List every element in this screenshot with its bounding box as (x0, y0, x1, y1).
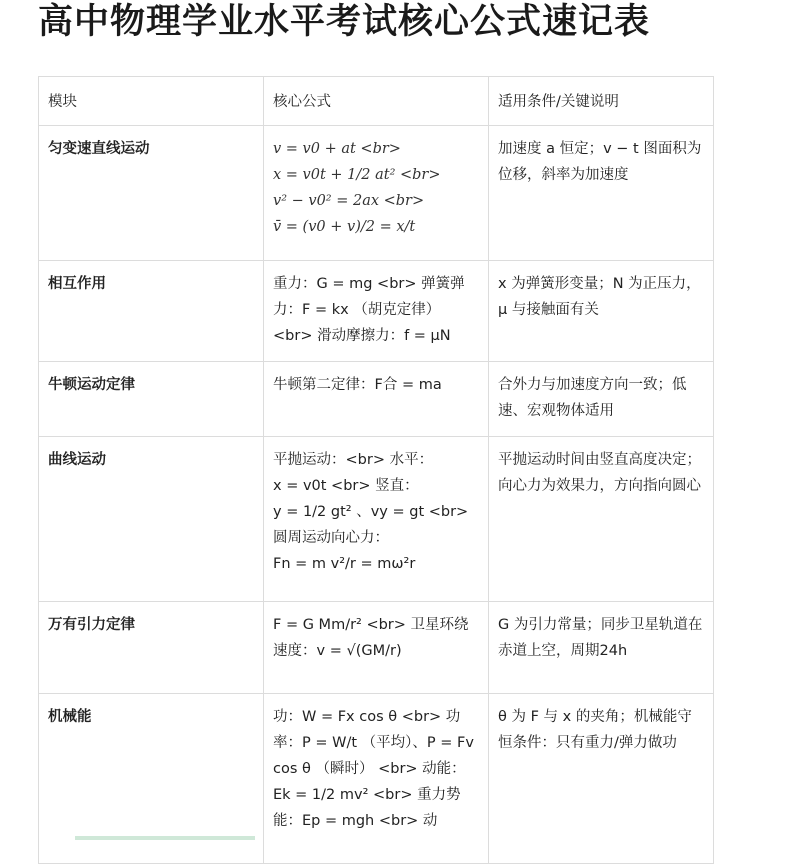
module-cell: 万有引力定律 (39, 602, 264, 694)
formula-line: v = v0 + at <br> (273, 141, 401, 157)
note-cell: 加速度 a 恒定；v − t 图面积为位移，斜率为加速度 (489, 126, 714, 261)
formula-line: Fn = m v²/r = mω²r (273, 556, 416, 572)
header-note: 适用条件/关键说明 (489, 77, 714, 126)
formula-line: x = v0t + 1/2 at² <br> (273, 167, 441, 183)
module-cell: 曲线运动 (39, 437, 264, 602)
formula-cell: 功：W = Fx cos θ <br> 功率：P = W/t （平均）、P = Fv cos θ （瞬时） <br> 动能：Ek = 1/2 mv² <br> 重力势能：Ep = mgh <br> 动 (264, 694, 489, 864)
note-cell: x 为弹簧形变量；N 为正压力，μ 与接触面有关 (489, 261, 714, 362)
formula-cell: F = G Mm/r² <br> 卫星环绕速度：v = √(GM/r) (264, 602, 489, 694)
formula-cell (264, 437, 489, 602)
table-row (39, 126, 714, 261)
note-cell: 合外力与加速度方向一致；低速、宏观物体适用 (489, 362, 714, 437)
table-row (39, 602, 714, 694)
formula-cell (264, 126, 489, 261)
module-cell: 牛顿运动定律 (39, 362, 264, 437)
table-header-row (39, 77, 714, 126)
formula-line: x = v0t <br> 竖直： (273, 478, 419, 494)
note-cell: θ 为 F 与 x 的夹角；机械能守恒条件：只有重力/弹力做功 (489, 694, 714, 864)
header-formula: 核心公式 (264, 77, 489, 126)
scroll-indicator (75, 836, 255, 840)
module-cell: 匀变速直线运动 (39, 126, 264, 261)
page-title: 高中物理学业水平考试核心公式速记表 (38, 2, 651, 42)
formula-table (38, 76, 714, 864)
table-row (39, 261, 714, 362)
formula-line: v̄ = (v0 + v)/2 = x/t (273, 219, 416, 235)
module-cell: 机械能 (39, 694, 264, 864)
table-row (39, 437, 714, 602)
note-cell: 平抛运动时间由竖直高度决定；向心力为效果力，方向指向圆心 (489, 437, 714, 602)
table-row (39, 362, 714, 437)
note-cell: G 为引力常量；同步卫星轨道在赤道上空，周期24h (489, 602, 714, 694)
formula-cell: 牛顿第二定律：F合 = ma (264, 362, 489, 437)
formula-line: v² − v0² = 2ax <br> (273, 193, 425, 209)
module-cell: 相互作用 (39, 261, 264, 362)
formula-line: 平抛运动：<br> 水平： (273, 452, 434, 468)
formula-line: y = 1/2 gt² 、vy = gt <br> 圆周运动向心力： (273, 504, 469, 546)
header-module: 模块 (39, 77, 264, 126)
formula-cell: 重力：G = mg <br> 弹簧弹力：F = kx （胡克定律） <br> 滑动摩擦力：f = μN (264, 261, 489, 362)
